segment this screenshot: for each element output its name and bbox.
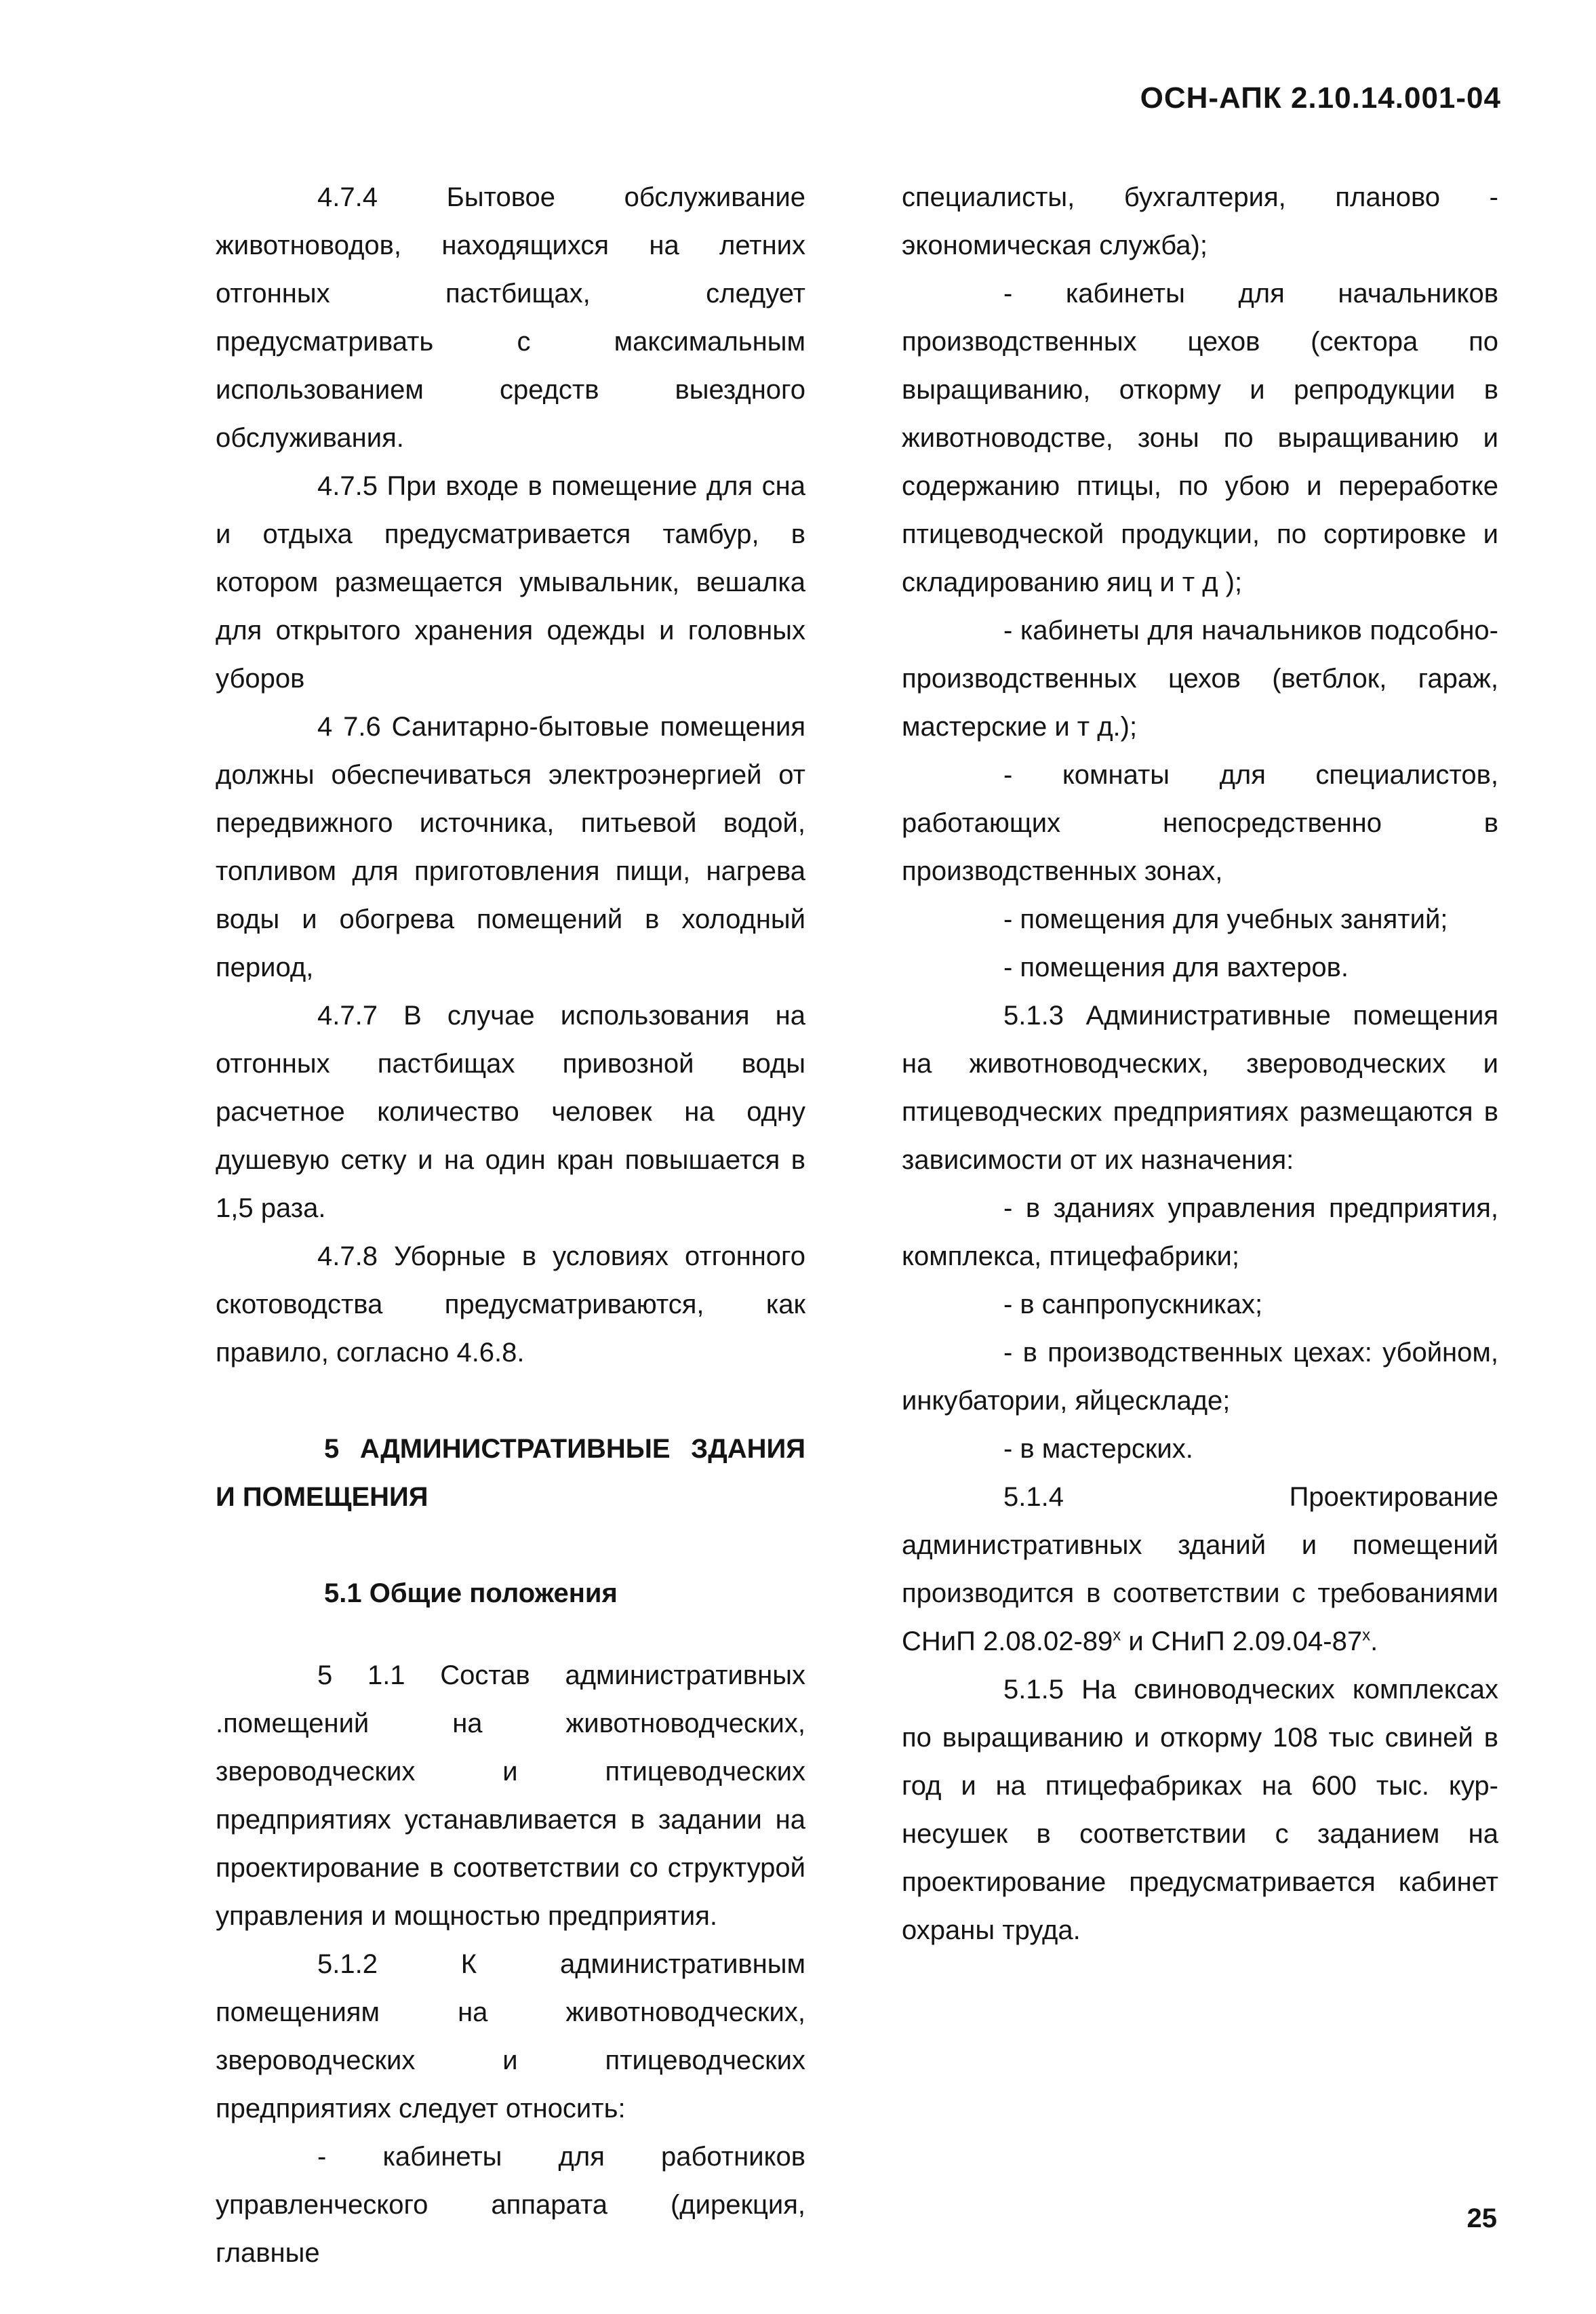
list-item-specialist-rooms: - комнаты для специалистов, работающих непосредственно в производственных зонах, bbox=[902, 760, 1498, 886]
paragraph-5-1-1: 5 1.1 Состав административных .помещений на животноводческих, звероводческих и птицеводческих предприятиях устанавливается в задании на проектирование в соответствии со структурой управления и мощностью предприятия. bbox=[216, 1660, 805, 1931]
superscript-mark: х bbox=[1362, 1626, 1371, 1645]
paragraph-5-1-4 bbox=[902, 1473, 1498, 1666]
paragraph-5-1-4-end: . bbox=[1370, 1627, 1378, 1656]
paragraph-5-1-4-mid: и СНиП 2.09.04-87 bbox=[1121, 1627, 1363, 1656]
list-item-production-shops: - в производственных цехах: убойном, инкубатории, яйцескладе; bbox=[902, 1338, 1498, 1416]
paragraph-4-7-5: 4.7.5 При входе в помещение для сна и отдыха предусматривается тамбур, в котором размещается умывальник, вешалка для открытого хранения одежды и головных уборов bbox=[216, 471, 805, 694]
page-number: 25 bbox=[1467, 2203, 1497, 2233]
list-item-sanitary-checkpoints: - в санпропускниках; bbox=[1003, 1290, 1263, 1319]
paragraph-4-7-4: 4.7.4 Бытовое обслуживание животноводов, находящихся на летних отгонных пастбищах, следует предусматривать с максимальным использованием средств выездного обслуживания. bbox=[216, 182, 805, 453]
list-item-watchmen-rooms: - помещения для вахтеров. bbox=[1003, 953, 1349, 982]
document-code-header: ОСН-АПК 2.10.14.001-04 bbox=[1140, 81, 1501, 115]
list-item-auxiliary-heads: - кабинеты для начальников подсобно-производственных цехов (ветблок, гараж, мастерские и т д.); bbox=[902, 616, 1498, 742]
subsection-heading: 5.1 Общие положения bbox=[324, 1578, 618, 1608]
paragraph-4-7-7: 4.7.7 В случае использования на отгонных пастбищах привозной воды расчетное количество человек на одну душевую сетку и на один кран повышается в 1,5 раза. bbox=[216, 1001, 805, 1223]
list-item-management-offices-continued: специалисты, бухгалтерия, планово - экономическая служба); bbox=[902, 182, 1498, 260]
list-item-production-heads: - кабинеты для начальников производственных цехов (сектора по выращиванию, откорму и репродукции в животноводстве, зоны по выращиванию и содержанию птицы, по убою и переработке птицеводческой продукции, по сортировке и складированию яиц и т д ); bbox=[902, 279, 1498, 597]
list-item-workshops: - в мастерских. bbox=[1003, 1434, 1193, 1464]
paragraph-5-1-5: 5.1.5 На свиноводческих комплексах по выращиванию и откорму 108 тыс свиней в год и на птицефабриках на 600 тыс. кур-несушек в соответствии с заданием на проектирование предусматривается кабинет охраны труда. bbox=[902, 1675, 1498, 1945]
list-item-management-buildings: - в зданиях управления предприятия, комплекса, птицефабрики; bbox=[902, 1193, 1498, 1271]
paragraph-4-7-6: 4 7.6 Санитарно-бытовые помещения должны обеспечиваться электроэнергией от передвижного источника, питьевой водой, топливом для приготовления пищи, нагрева воды и обогрева помещений в холодный период, bbox=[216, 712, 805, 982]
list-item-management-offices: - кабинеты для работников управленческого аппарата (дирекция, главные bbox=[216, 2142, 805, 2268]
list-item-training-rooms: - помещения для учебных занятий; bbox=[1003, 904, 1448, 934]
superscript-mark: х bbox=[1113, 1626, 1121, 1645]
section-heading: 5 АДМИНИСТРАТИВНЫЕ ЗДАНИЯ И ПОМЕЩЕНИЯ bbox=[216, 1434, 805, 1512]
paragraph-4-7-8: 4.7.8 Уборные в условиях отгонного скотоводства предусматриваются, как правило, согласно 4.6.8. bbox=[216, 1241, 805, 1368]
left-column bbox=[216, 174, 805, 2277]
right-column bbox=[902, 174, 1498, 1955]
paragraph-5-1-3: 5.1.3 Административные помещения на животноводческих, звероводческих и птицеводческих предприятиях размещаются в зависимости от их назначения: bbox=[902, 1001, 1498, 1175]
paragraph-5-1-2: 5.1.2 К административным помещениям на животноводческих, звероводческих и птицеводческих предприятиях следует относить: bbox=[216, 1949, 805, 2123]
paragraph-5-1-4-text: 5.1.4 Проектирование административных зданий и помещений производится в соответствии с требованиями СНиП 2.08.02-89 bbox=[902, 1482, 1498, 1656]
